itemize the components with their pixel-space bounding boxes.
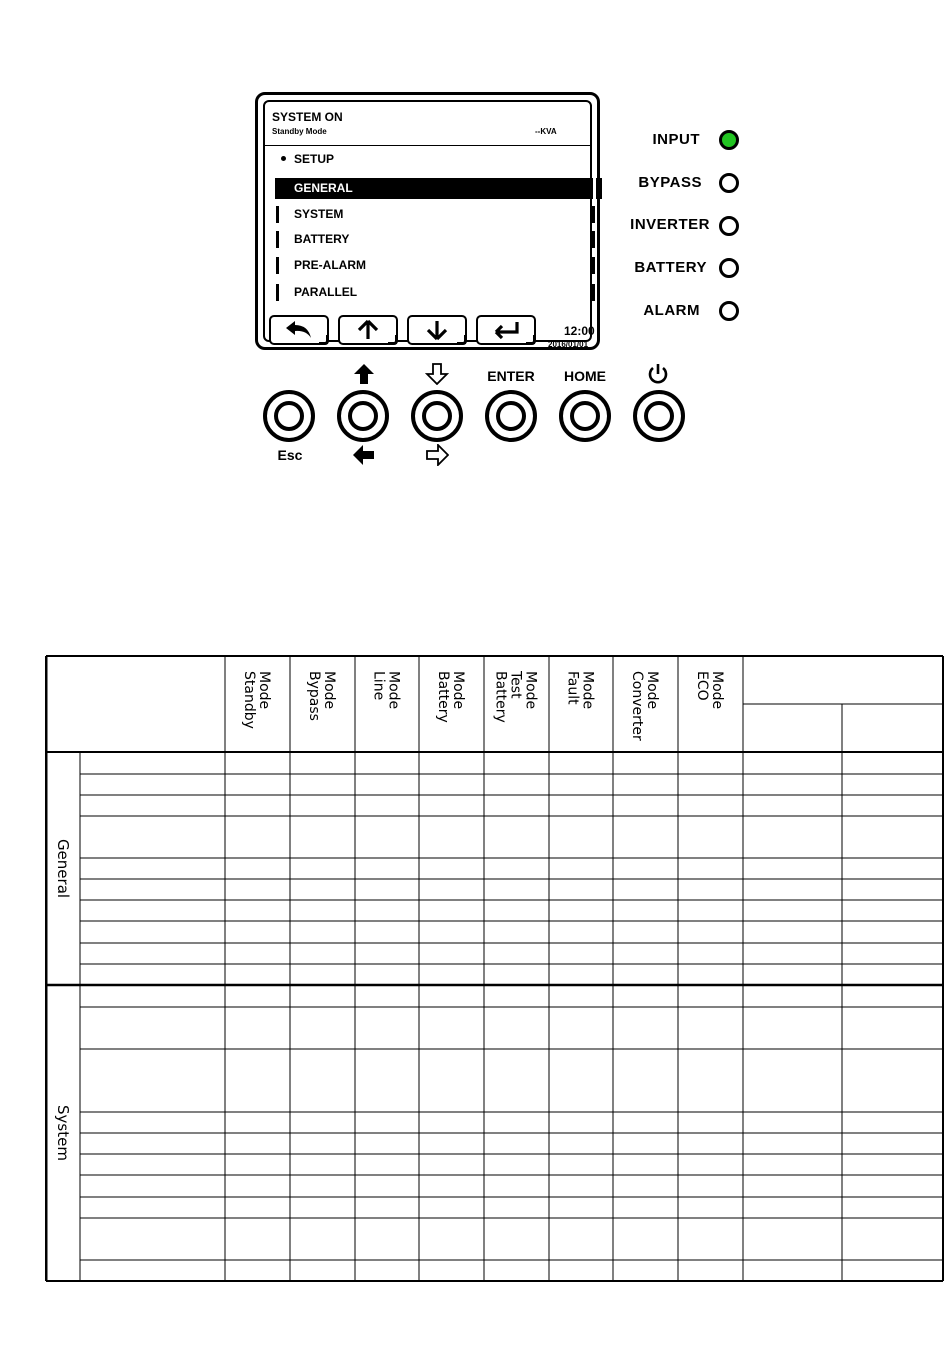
mode-header-label: Mode xyxy=(256,671,272,710)
menu-item-label: PARALLEL xyxy=(294,285,358,299)
lcd-screen xyxy=(263,100,595,349)
enter-label: ENTER xyxy=(487,368,535,384)
mode-header-labels xyxy=(241,670,725,741)
menu-left-bar xyxy=(276,206,279,223)
menu-item-label: GENERAL xyxy=(294,181,353,195)
mode-header-label: Mode xyxy=(709,671,725,710)
menu-title xyxy=(281,152,334,166)
mode-header-label: Test xyxy=(507,671,524,699)
menu-left-bar xyxy=(276,257,279,274)
inverter-led-icon xyxy=(719,216,739,236)
group-label-system: System xyxy=(54,1105,72,1161)
bypass-led-icon xyxy=(719,173,739,193)
mode-header-label: Line xyxy=(370,671,387,701)
operating-mode: Standby Mode xyxy=(272,127,327,136)
button-ring xyxy=(422,401,452,431)
menu-item-general[interactable] xyxy=(278,178,593,199)
esc-button[interactable] xyxy=(263,390,315,442)
button-ring xyxy=(570,401,600,431)
table-grid-lines xyxy=(46,656,943,1281)
enter-arrow-icon xyxy=(489,319,523,341)
button-ring xyxy=(496,401,526,431)
lcd-panel xyxy=(255,92,600,350)
mode-header xyxy=(493,670,539,723)
mode-header-label: Mode xyxy=(644,671,660,710)
mode-header-label: Mode xyxy=(321,671,337,710)
menu-item-system[interactable] xyxy=(278,204,593,225)
group-label-general: General xyxy=(54,838,72,899)
system-status: SYSTEM ON xyxy=(272,110,343,124)
mode-header xyxy=(694,671,725,709)
menu-item-label: PRE-ALARM xyxy=(294,258,366,272)
enter-button[interactable] xyxy=(485,390,537,442)
mode-header-label: Converter xyxy=(629,671,645,741)
mode-header-label: Mode xyxy=(450,671,466,710)
capacity-readout: --KVA xyxy=(535,127,557,136)
button-ring xyxy=(644,401,674,431)
menu-item-parallel[interactable] xyxy=(278,282,593,303)
clock-date: 2016/01/01 xyxy=(548,340,589,349)
mode-header xyxy=(306,671,337,721)
mode-header-label: Mode xyxy=(579,671,596,710)
esc-label: Esc xyxy=(277,447,303,463)
button-ring xyxy=(348,401,378,431)
right-arrow-icon xyxy=(425,444,449,466)
mode-header-label: Bypass xyxy=(306,671,322,721)
button-ring xyxy=(274,401,304,431)
led-label-bypass: BYPASS xyxy=(638,174,702,191)
mode-header-label: Battery xyxy=(492,671,509,723)
menu-right-bar xyxy=(592,231,595,248)
back-arrow-icon xyxy=(282,319,316,341)
menu-item-battery[interactable] xyxy=(278,229,593,250)
mode-header-label: Mode xyxy=(385,671,402,710)
mode-header xyxy=(565,671,596,709)
mode-header-label: Battery xyxy=(435,671,451,723)
clock-time: 12:00 xyxy=(564,324,595,338)
menu-item-label: BATTERY xyxy=(294,232,350,246)
mode-header-label: Mode xyxy=(522,671,539,710)
mode-header-label: Standby xyxy=(241,671,257,729)
menu-left-bar xyxy=(275,178,279,199)
group-labels xyxy=(54,839,72,1161)
menu-item-label: SYSTEM xyxy=(294,207,344,221)
input-led-icon xyxy=(719,130,739,150)
led-label-battery: BATTERY xyxy=(634,259,707,276)
mode-table-grid xyxy=(45,655,945,1290)
header-divider xyxy=(265,145,590,146)
mode-header-label: Fault xyxy=(564,671,581,705)
mode-header xyxy=(241,671,272,729)
softkey-enter[interactable] xyxy=(476,315,536,345)
softkey-up[interactable] xyxy=(338,315,398,345)
menu-left-bar xyxy=(276,231,279,248)
power-icon xyxy=(646,362,670,386)
menu-left-bar xyxy=(276,284,279,301)
led-label-alarm: ALARM xyxy=(643,302,700,319)
mode-header xyxy=(435,671,466,723)
power-button[interactable] xyxy=(633,390,685,442)
alarm-led-icon xyxy=(719,301,739,321)
down-right-button[interactable] xyxy=(411,390,463,442)
menu-right-bar xyxy=(592,284,595,301)
down-arrow-icon xyxy=(425,363,449,385)
softkey-down[interactable] xyxy=(407,315,467,345)
bullet-icon xyxy=(281,156,286,161)
left-arrow-icon xyxy=(352,444,376,466)
down-arrow-icon xyxy=(425,319,449,341)
led-label-input: INPUT xyxy=(652,131,700,148)
up-left-button[interactable] xyxy=(337,390,389,442)
up-arrow-icon xyxy=(356,319,380,341)
battery-led-icon xyxy=(719,258,739,278)
menu-item-pre-alarm[interactable] xyxy=(278,255,593,276)
up-arrow-icon xyxy=(352,363,376,385)
home-button[interactable] xyxy=(559,390,611,442)
mode-header xyxy=(629,671,660,741)
mode-header-label: ECO xyxy=(694,671,710,701)
softkey-back[interactable] xyxy=(269,315,329,345)
mode-table xyxy=(45,655,945,1295)
led-label-inverter: INVERTER xyxy=(630,216,710,233)
mode-header xyxy=(371,671,402,709)
home-label: HOME xyxy=(564,368,606,384)
menu-title-label: SETUP xyxy=(294,152,335,166)
